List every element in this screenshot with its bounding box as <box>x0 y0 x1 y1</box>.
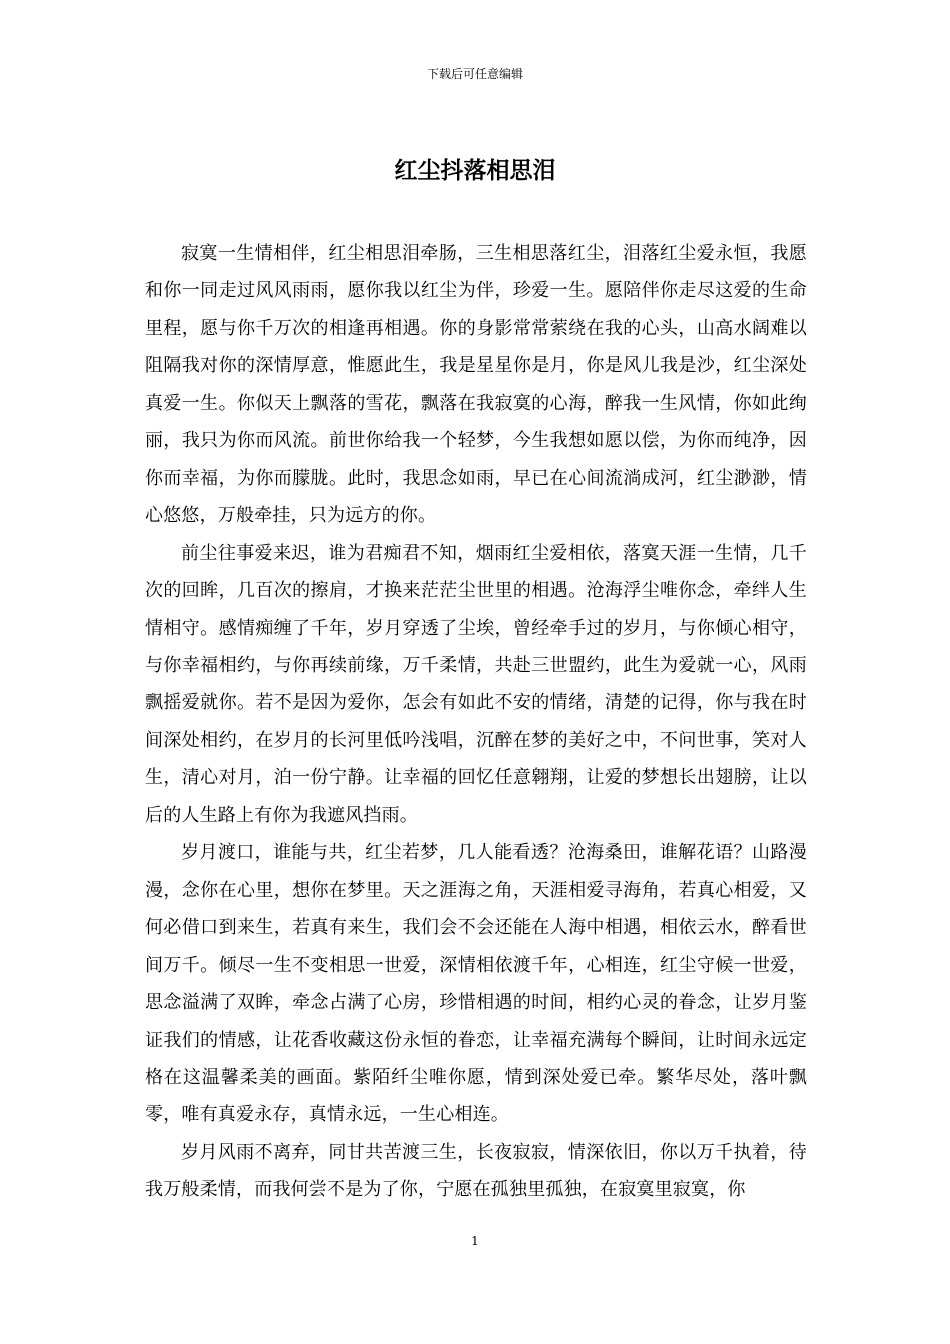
page-number: 1 <box>471 1234 479 1248</box>
paragraph-3: 岁月渡口，谁能与共，红尘若梦，几人能看透？沧海桑田，谁解花语？山路漫漫，念你在心里，想你在梦里。天之涯海之角，天涯相爱寻海角，若真心相爱，又何必借口到来生，若真有来生，我们会不会还能在人海中相遇，相依云水，醉看世间万千。倾尽一生不变相思一世爱，深情相依渡千年，心相连，红尘守候一世爱，思念溢满了双眸，牵念占满了心房，珍惜相遇的时间，相约心灵的眷念，让岁月鉴证我们的情感，让花香收藏这份永恒的眷恋，让幸福充满每个瞬间，让时间永远定格在这温馨柔美的画面。紫陌纤尘唯你愿，情到深处爱已牵。繁华尽处，落叶飘零，唯有真爱永存，真情永远，一生心相连。 <box>145 842 807 1126</box>
paragraph-1: 寂寞一生情相伴，红尘相思泪牵肠，三生相思落红尘，泪落红尘爱永恒，我愿和你一同走过风风雨雨，愿你我以红尘为伴，珍爱一生。愿陪伴你走尽这爱的生命里程，愿与你千万次的相逢再相遇。你的身影常常萦绕在我的心头，山高水阔难以阻隔我对你的深情厚意，惟愿此生，我是星星你是月，你是风儿我是沙，红尘深处真爱一生。你似天上飘落的雪花，飘落在我寂寞的心海，醉我一生风情，你如此绚丽，我只为你而风流。前世你给我一个轻梦，今生我想如愿以偿，为你而纯净，因你而幸福，为你而朦胧。此时，我思念如雨，早已在心间流淌成河，红尘渺渺，情心悠悠，万般牵挂，只为远方的你。 <box>145 243 807 527</box>
page-header-note: 下载后可任意编辑 <box>426 67 523 81</box>
paragraph-2: 前尘往事爱来迟，谁为君痴君不知，烟雨红尘爱相依，落寞天涯一生情，几千次的回眸，几百次的擦肩，才换来茫茫尘世里的相遇。沧海浮尘唯你念，牵绊人生情相守。感情痴缠了千年，岁月穿透了尘埃，曾经牵手过的岁月，与你倾心相守，与你幸福相约，与你再续前缘，万千柔情，共赴三世盟约，此生为爱就一心，风雨飘摇爱就你。若不是因为爱你，怎会有如此不安的情绪，清楚的记得，你与我在时间深处相约，在岁月的长河里低吟浅唱，沉醉在梦的美好之中，不问世事，笑对人生，清心对月，泊一份宁静。让幸福的回忆任意翱翔，让爱的梦想长出翅膀，让以后的人生路上有你为我遮风挡雨。 <box>145 542 807 826</box>
document-title: 红尘抖落相思泪 <box>394 157 556 184</box>
document-body <box>145 235 807 1209</box>
paragraph-4: 岁月风雨不离弃，同甘共苦渡三生，长夜寂寂，情深依旧，你以万千执着，待我万般柔情，而我何尝不是为了你，宁愿在孤独里孤独，在寂寞里寂寞，你 <box>145 1141 807 1201</box>
